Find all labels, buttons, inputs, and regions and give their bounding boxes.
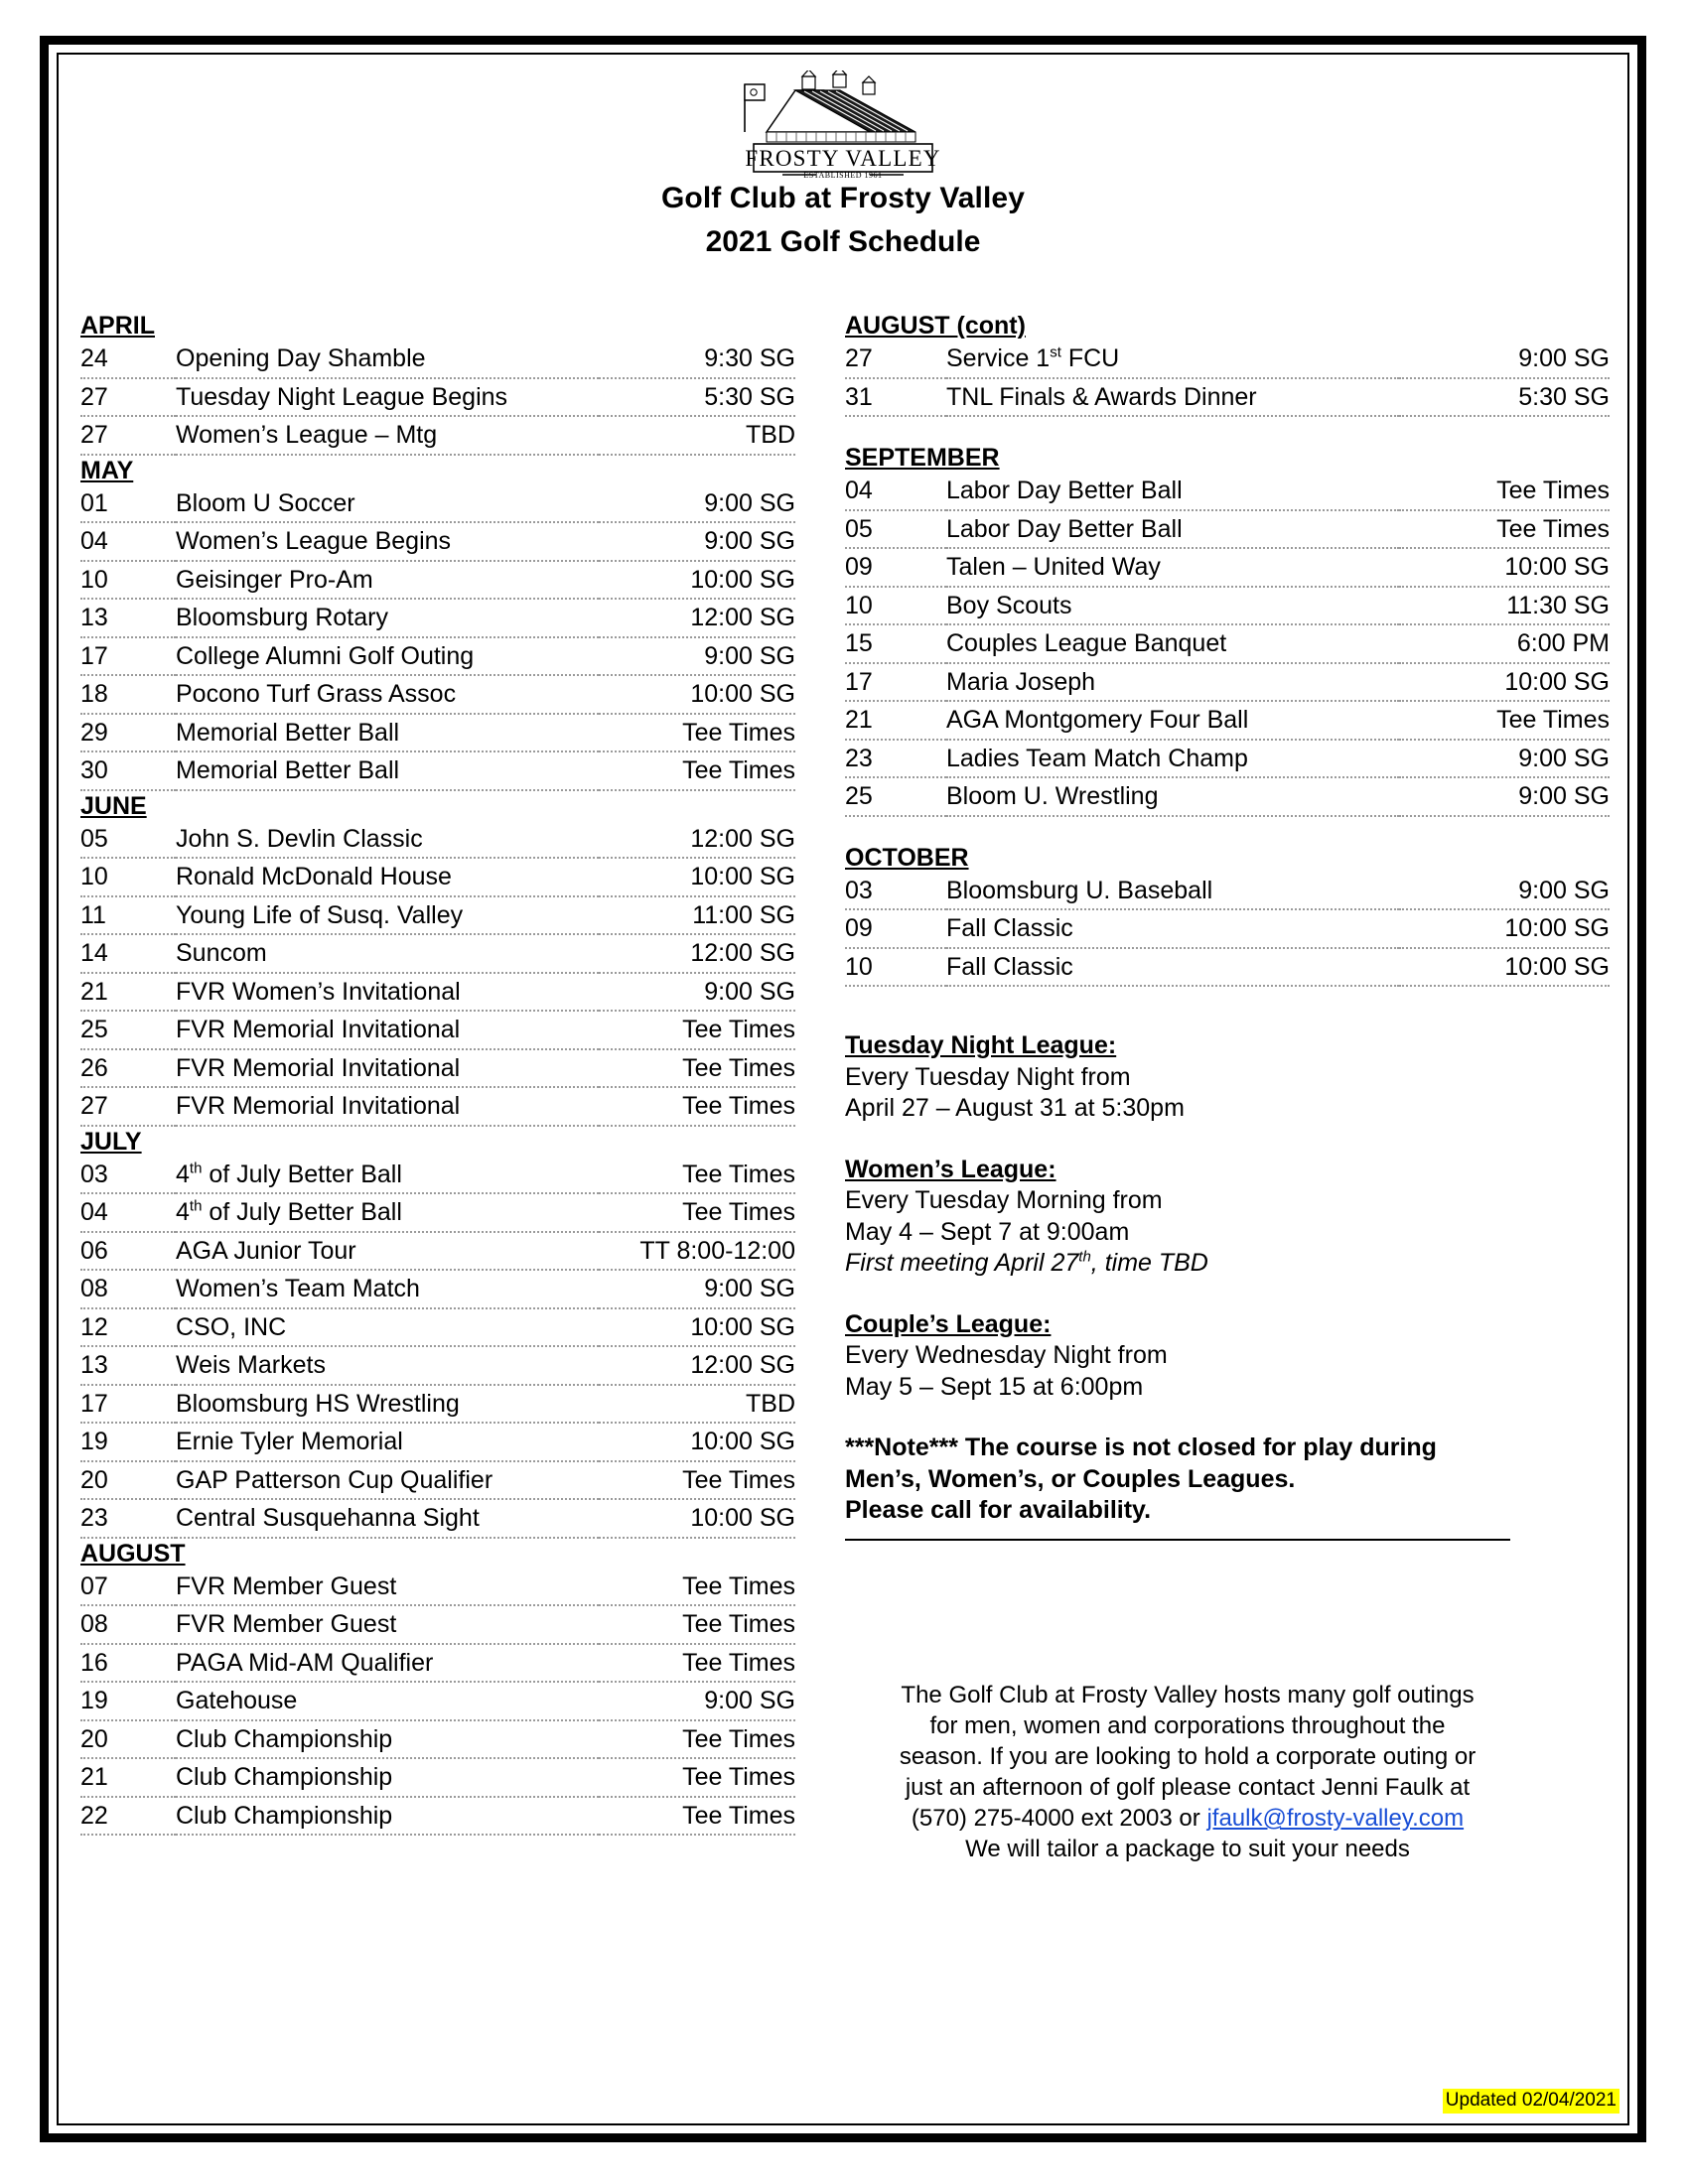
league-detail-line: May 4 – Sept 7 at 9:00am bbox=[845, 1217, 1130, 1246]
table-row bbox=[80, 1157, 795, 1194]
event-name: College Alumni Golf Outing bbox=[176, 637, 599, 676]
event-date: 04 bbox=[80, 522, 176, 561]
event-time: Tee Times bbox=[599, 1087, 795, 1126]
event-date: 19 bbox=[80, 1423, 176, 1461]
event-time: Tee Times bbox=[599, 1011, 795, 1049]
document-header bbox=[59, 55, 1627, 259]
event-name: TNL Finals & Awards Dinner bbox=[946, 378, 1399, 417]
table-row bbox=[845, 341, 1610, 378]
event-date: 20 bbox=[80, 1720, 176, 1759]
event-date: 30 bbox=[80, 751, 176, 790]
event-date: 01 bbox=[80, 485, 176, 523]
ordinal-suffix: th bbox=[1078, 1248, 1091, 1266]
event-time: 5:30 SG bbox=[599, 378, 795, 417]
month-heading-june: JUNE bbox=[80, 791, 147, 820]
event-date: 27 bbox=[80, 416, 176, 455]
league-block bbox=[845, 1309, 1610, 1404]
right-month-tables bbox=[845, 311, 1610, 987]
page-border-inner bbox=[57, 53, 1629, 2125]
event-date: 27 bbox=[80, 378, 176, 417]
league-detail-line: Every Wednesday Night from bbox=[845, 1341, 1168, 1369]
event-name: Bloomsburg U. Baseball bbox=[946, 873, 1399, 910]
event-date: 27 bbox=[80, 1087, 176, 1126]
league-detail-line: Every Tuesday Morning from bbox=[845, 1186, 1163, 1214]
event-date: 17 bbox=[80, 1385, 176, 1424]
table-row bbox=[845, 740, 1610, 778]
event-time: Tee Times bbox=[599, 714, 795, 752]
table-row bbox=[80, 522, 795, 561]
left-schedule-column bbox=[80, 311, 795, 1836]
event-name: Bloom U. Wrestling bbox=[946, 777, 1399, 816]
event-name: Ronald McDonald House bbox=[176, 858, 599, 896]
event-time: Tee Times bbox=[599, 1797, 795, 1836]
event-date: 21 bbox=[80, 1758, 176, 1797]
event-time: 12:00 SG bbox=[599, 821, 795, 859]
table-row bbox=[80, 1232, 795, 1271]
event-date: 29 bbox=[80, 714, 176, 752]
month-spacer bbox=[845, 417, 1610, 443]
table-row bbox=[80, 858, 795, 896]
footer-line-5 bbox=[845, 1803, 1530, 1834]
month-heading-october: OCTOBER bbox=[845, 843, 969, 872]
month-spacer bbox=[845, 817, 1610, 843]
event-time: 6:00 PM bbox=[1399, 624, 1610, 663]
event-date: 06 bbox=[80, 1232, 176, 1271]
table-row bbox=[80, 1644, 795, 1683]
event-time: 9:00 SG bbox=[1399, 873, 1610, 910]
event-time: 9:30 SG bbox=[599, 341, 795, 378]
event-date: 16 bbox=[80, 1644, 176, 1683]
month-heading-july: JULY bbox=[80, 1127, 142, 1156]
event-time: Tee Times bbox=[599, 1157, 795, 1194]
email-link[interactable]: jfaulk@frosty-valley.com bbox=[1206, 1805, 1465, 1833]
schedule-table bbox=[845, 473, 1610, 817]
league-info-section bbox=[845, 1030, 1610, 1403]
league-block bbox=[845, 1155, 1610, 1280]
event-name: Women’s Team Match bbox=[176, 1270, 599, 1308]
event-date: 21 bbox=[845, 701, 946, 740]
event-date: 04 bbox=[80, 1193, 176, 1232]
event-time: 10:00 SG bbox=[599, 858, 795, 896]
event-date: 12 bbox=[80, 1308, 176, 1347]
table-row bbox=[845, 624, 1610, 663]
note-block bbox=[845, 1433, 1510, 1541]
league-heading: Couple’s League: bbox=[845, 1309, 1052, 1338]
event-time: 10:00 SG bbox=[1399, 948, 1610, 987]
event-date: 10 bbox=[845, 948, 946, 987]
event-date: 19 bbox=[80, 1682, 176, 1720]
event-name: Labor Day Better Ball bbox=[946, 510, 1399, 549]
table-row bbox=[80, 1308, 795, 1347]
logo-wordmark: FROSTY VALLEY bbox=[745, 146, 941, 171]
event-name: Gatehouse bbox=[176, 1682, 599, 1720]
event-name: Young Life of Susq. Valley bbox=[176, 896, 599, 935]
schedule-table bbox=[80, 821, 795, 1127]
footer-line-4: just an afternoon of golf please contact Jenni Faulk at bbox=[905, 1774, 1471, 1802]
event-time: 9:00 SG bbox=[599, 1682, 795, 1720]
right-schedule-column bbox=[845, 311, 1610, 1865]
event-name: Suncom bbox=[176, 934, 599, 973]
schedule-table bbox=[80, 341, 795, 456]
table-row bbox=[80, 416, 795, 455]
schedule-columns bbox=[59, 311, 1627, 2098]
event-date: 14 bbox=[80, 934, 176, 973]
logo-established: ESTABLISHED 1961 bbox=[803, 171, 883, 178]
month-heading-april: APRIL bbox=[80, 312, 155, 340]
event-name: Women’s League Begins bbox=[176, 522, 599, 561]
table-row bbox=[80, 1499, 795, 1538]
event-time: 10:00 SG bbox=[599, 675, 795, 714]
event-name: CSO, INC bbox=[176, 1308, 599, 1347]
event-time: Tee Times bbox=[599, 751, 795, 790]
event-name: 4th of July Better Ball bbox=[176, 1193, 599, 1232]
event-time: Tee Times bbox=[1399, 701, 1610, 740]
schedule-table bbox=[80, 1569, 795, 1837]
table-row bbox=[80, 675, 795, 714]
event-name: Tuesday Night League Begins bbox=[176, 378, 599, 417]
event-time: Tee Times bbox=[599, 1049, 795, 1088]
event-date: 18 bbox=[80, 675, 176, 714]
table-row bbox=[80, 1193, 795, 1232]
table-row bbox=[845, 510, 1610, 549]
table-row bbox=[80, 973, 795, 1012]
event-date: 17 bbox=[80, 637, 176, 676]
event-date: 22 bbox=[80, 1797, 176, 1836]
league-detail-line: May 5 – Sept 15 at 6:00pm bbox=[845, 1372, 1144, 1401]
event-date: 23 bbox=[80, 1499, 176, 1538]
event-name: 4th of July Better Ball bbox=[176, 1157, 599, 1194]
event-name: FVR Member Guest bbox=[176, 1569, 599, 1606]
event-name: PAGA Mid-AM Qualifier bbox=[176, 1644, 599, 1683]
table-row bbox=[80, 1720, 795, 1759]
table-row bbox=[80, 821, 795, 859]
event-name: Bloomsburg HS Wrestling bbox=[176, 1385, 599, 1424]
event-name: FVR Member Guest bbox=[176, 1605, 599, 1644]
table-row bbox=[80, 1385, 795, 1424]
event-date: 13 bbox=[80, 1346, 176, 1385]
event-time: 10:00 SG bbox=[599, 1499, 795, 1538]
event-time: 9:00 SG bbox=[1399, 341, 1610, 378]
event-name: AGA Junior Tour bbox=[176, 1232, 599, 1271]
event-name: Pocono Turf Grass Assoc bbox=[176, 675, 599, 714]
event-time: 5:30 SG bbox=[1399, 378, 1610, 417]
event-name: Fall Classic bbox=[946, 909, 1399, 948]
note-line-3: Please call for availability. bbox=[845, 1496, 1152, 1524]
event-time: TBD bbox=[599, 416, 795, 455]
event-date: 10 bbox=[845, 587, 946, 625]
event-time: 11:00 SG bbox=[599, 896, 795, 935]
table-row bbox=[845, 378, 1610, 417]
event-name: FVR Memorial Invitational bbox=[176, 1087, 599, 1126]
event-name: Boy Scouts bbox=[946, 587, 1399, 625]
event-time: 10:00 SG bbox=[1399, 909, 1610, 948]
event-time: 9:00 SG bbox=[599, 485, 795, 523]
schedule-table bbox=[80, 1157, 795, 1539]
table-row bbox=[80, 485, 795, 523]
table-row bbox=[80, 1011, 795, 1049]
event-name: Maria Joseph bbox=[946, 663, 1399, 702]
table-row bbox=[80, 1423, 795, 1461]
event-date: 08 bbox=[80, 1270, 176, 1308]
event-name: GAP Patterson Cup Qualifier bbox=[176, 1461, 599, 1500]
event-time: 9:00 SG bbox=[599, 522, 795, 561]
event-name: Weis Markets bbox=[176, 1346, 599, 1385]
event-time: TT 8:00-12:00 bbox=[599, 1232, 795, 1271]
event-time: 11:30 SG bbox=[1399, 587, 1610, 625]
table-row bbox=[80, 1569, 795, 1606]
event-name: Couples League Banquet bbox=[946, 624, 1399, 663]
event-name: Memorial Better Ball bbox=[176, 714, 599, 752]
schedule-table bbox=[845, 341, 1610, 417]
table-row bbox=[80, 341, 795, 378]
page-subtitle: 2021 Golf Schedule bbox=[705, 225, 981, 258]
event-time: 10:00 SG bbox=[1399, 548, 1610, 587]
ordinal-suffix: th bbox=[189, 1160, 203, 1177]
table-row bbox=[80, 378, 795, 417]
event-time: 12:00 SG bbox=[599, 934, 795, 973]
table-row bbox=[845, 663, 1610, 702]
table-row bbox=[80, 1087, 795, 1126]
event-name: FVR Memorial Invitational bbox=[176, 1011, 599, 1049]
league-detail-line: April 27 – August 31 at 5:30pm bbox=[845, 1094, 1185, 1122]
event-name: FVR Memorial Invitational bbox=[176, 1049, 599, 1088]
table-row bbox=[845, 948, 1610, 987]
event-date: 15 bbox=[845, 624, 946, 663]
event-date: 09 bbox=[845, 909, 946, 948]
event-date: 25 bbox=[845, 777, 946, 816]
table-row bbox=[845, 873, 1610, 910]
page-border-outer bbox=[40, 36, 1646, 2142]
page-title: Golf Club at Frosty Valley bbox=[660, 182, 1025, 214]
table-row bbox=[80, 1797, 795, 1836]
league-block bbox=[845, 1030, 1610, 1125]
event-name: Opening Day Shamble bbox=[176, 341, 599, 378]
footer-line-1: The Golf Club at Frosty Valley hosts many golf outings bbox=[901, 1681, 1475, 1708]
event-time: TBD bbox=[599, 1385, 795, 1424]
event-time: 12:00 SG bbox=[599, 599, 795, 637]
league-detail-line: Every Tuesday Night from bbox=[845, 1062, 1131, 1091]
outings-contact-paragraph bbox=[845, 1680, 1530, 1865]
month-heading-august: AUGUST bbox=[80, 1539, 186, 1568]
event-date: 31 bbox=[845, 378, 946, 417]
event-name: Women’s League – Mtg bbox=[176, 416, 599, 455]
table-row bbox=[80, 1049, 795, 1088]
event-name: Ladies Team Match Champ bbox=[946, 740, 1399, 778]
event-name: Service 1st FCU bbox=[946, 341, 1399, 378]
event-time: 9:00 SG bbox=[599, 1270, 795, 1308]
event-time: 10:00 SG bbox=[599, 561, 795, 600]
phone-text: (570) 275-4000 ext 2003 or bbox=[911, 1805, 1207, 1833]
event-name: AGA Montgomery Four Ball bbox=[946, 701, 1399, 740]
event-name: Club Championship bbox=[176, 1720, 599, 1759]
event-date: 05 bbox=[845, 510, 946, 549]
table-row bbox=[80, 637, 795, 676]
event-name: Club Championship bbox=[176, 1797, 599, 1836]
event-name: Bloom U Soccer bbox=[176, 485, 599, 523]
schedule-table bbox=[845, 873, 1610, 988]
frosty-valley-logo bbox=[721, 70, 965, 178]
event-time: 10:00 SG bbox=[1399, 663, 1610, 702]
event-name: FVR Women’s Invitational bbox=[176, 973, 599, 1012]
event-date: 09 bbox=[845, 548, 946, 587]
table-row bbox=[845, 548, 1610, 587]
event-time: Tee Times bbox=[599, 1605, 795, 1644]
event-name: Ernie Tyler Memorial bbox=[176, 1423, 599, 1461]
event-name: Club Championship bbox=[176, 1758, 599, 1797]
table-row bbox=[80, 714, 795, 752]
table-row bbox=[845, 777, 1610, 816]
event-time: Tee Times bbox=[599, 1758, 795, 1797]
event-date: 05 bbox=[80, 821, 176, 859]
table-row bbox=[80, 934, 795, 973]
event-name: Talen – United Way bbox=[946, 548, 1399, 587]
event-name: Geisinger Pro-Am bbox=[176, 561, 599, 600]
event-time: 9:00 SG bbox=[599, 637, 795, 676]
event-time: 12:00 SG bbox=[599, 1346, 795, 1385]
table-row bbox=[845, 909, 1610, 948]
ordinal-suffix: th bbox=[189, 1197, 203, 1215]
month-heading-august-cont: AUGUST (cont) bbox=[845, 312, 1026, 340]
table-row bbox=[845, 701, 1610, 740]
event-date: 27 bbox=[845, 341, 946, 378]
event-time: Tee Times bbox=[599, 1193, 795, 1232]
event-date: 20 bbox=[80, 1461, 176, 1500]
event-date: 10 bbox=[80, 858, 176, 896]
event-date: 10 bbox=[80, 561, 176, 600]
event-time: 9:00 SG bbox=[1399, 777, 1610, 816]
footer-line-2: for men, women and corporations throughout the bbox=[929, 1711, 1446, 1739]
table-row bbox=[80, 1758, 795, 1797]
note-line-1: ***Note*** The course is not closed for play during bbox=[845, 1433, 1437, 1461]
table-row bbox=[80, 1682, 795, 1720]
event-date: 17 bbox=[845, 663, 946, 702]
league-heading: Women’s League: bbox=[845, 1155, 1056, 1183]
event-time: 9:00 SG bbox=[599, 973, 795, 1012]
note-line-2: Men’s, Women’s, or Couples Leagues. bbox=[845, 1464, 1296, 1493]
updated-badge: Updated 02/04/2021 bbox=[1443, 2089, 1619, 2114]
table-row bbox=[80, 1605, 795, 1644]
event-date: 21 bbox=[80, 973, 176, 1012]
table-row bbox=[80, 751, 795, 790]
event-date: 13 bbox=[80, 599, 176, 637]
event-date: 07 bbox=[80, 1569, 176, 1606]
event-name: Central Susquehanna Sight bbox=[176, 1499, 599, 1538]
table-row bbox=[80, 1346, 795, 1385]
table-row bbox=[80, 896, 795, 935]
event-name: Labor Day Better Ball bbox=[946, 473, 1399, 510]
event-date: 24 bbox=[80, 341, 176, 378]
month-heading-may: MAY bbox=[80, 456, 134, 484]
event-date: 04 bbox=[845, 473, 946, 510]
table-row bbox=[80, 599, 795, 637]
table-row bbox=[80, 1461, 795, 1500]
table-row bbox=[80, 1270, 795, 1308]
footer-line-6: We will tailor a package to suit your needs bbox=[965, 1836, 1410, 1863]
event-time: Tee Times bbox=[1399, 510, 1610, 549]
event-date: 11 bbox=[80, 896, 176, 935]
event-time: Tee Times bbox=[1399, 473, 1610, 510]
table-row bbox=[80, 561, 795, 600]
event-time: Tee Times bbox=[599, 1720, 795, 1759]
event-date: 25 bbox=[80, 1011, 176, 1049]
ordinal-suffix: st bbox=[1050, 343, 1061, 361]
event-date: 26 bbox=[80, 1049, 176, 1088]
event-name: Fall Classic bbox=[946, 948, 1399, 987]
footer-line-3: season. If you are looking to hold a corporate outing or bbox=[899, 1742, 1477, 1770]
event-date: 03 bbox=[845, 873, 946, 910]
event-time: 10:00 SG bbox=[599, 1423, 795, 1461]
event-time: 10:00 SG bbox=[599, 1308, 795, 1347]
schedule-table bbox=[80, 485, 795, 791]
month-heading-september: SEPTEMBER bbox=[845, 444, 1000, 472]
table-row bbox=[845, 473, 1610, 510]
event-name: Memorial Better Ball bbox=[176, 751, 599, 790]
table-row bbox=[845, 587, 1610, 625]
league-heading: Tuesday Night League: bbox=[845, 1031, 1117, 1059]
event-date: 23 bbox=[845, 740, 946, 778]
event-name: Bloomsburg Rotary bbox=[176, 599, 599, 637]
event-time: Tee Times bbox=[599, 1461, 795, 1500]
event-time: Tee Times bbox=[599, 1644, 795, 1683]
event-time: 9:00 SG bbox=[1399, 740, 1610, 778]
league-first-meeting-line: First meeting April 27th, time TBD bbox=[845, 1248, 1208, 1277]
event-name: John S. Devlin Classic bbox=[176, 821, 599, 859]
event-time: Tee Times bbox=[599, 1569, 795, 1606]
event-date: 03 bbox=[80, 1157, 176, 1194]
event-date: 08 bbox=[80, 1605, 176, 1644]
